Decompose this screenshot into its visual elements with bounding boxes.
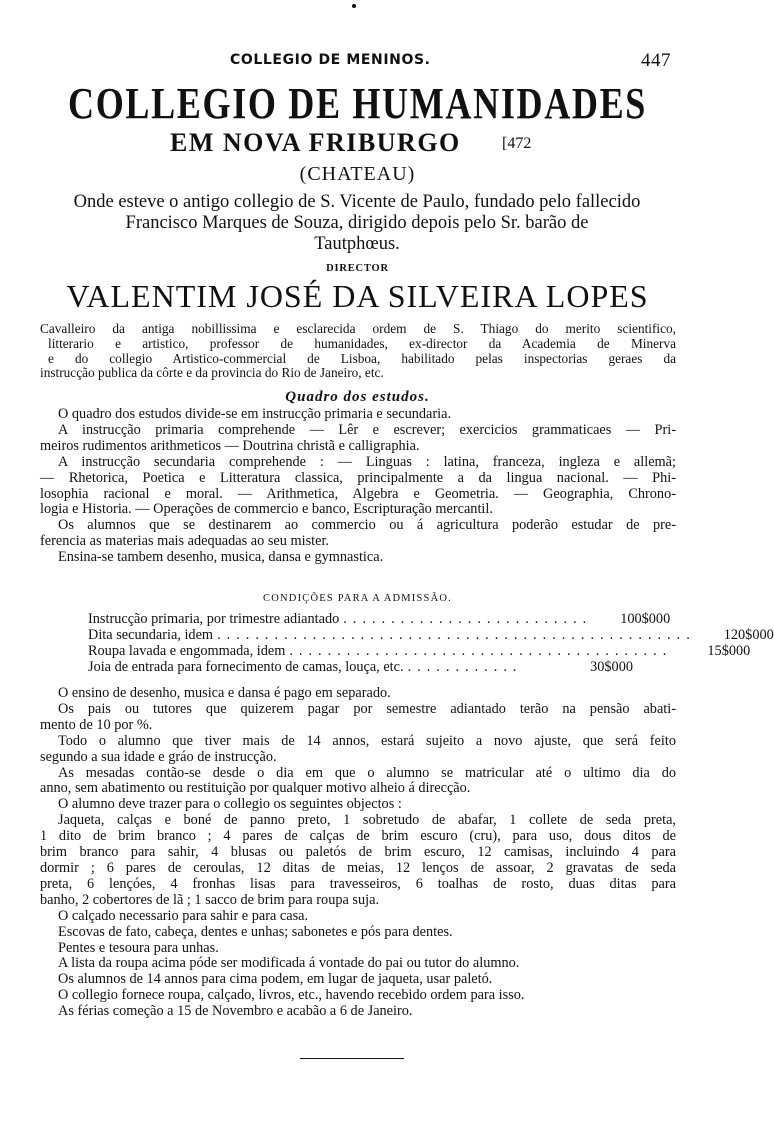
leader-dots: .................................................. (217, 627, 696, 643)
ink-dot (352, 4, 356, 8)
text-line: mento de 10 por %. (40, 716, 153, 733)
subtitle: EM NOVA FRIBURGO (170, 128, 461, 157)
closing-rule (300, 1058, 404, 1059)
running-header (0, 52, 715, 72)
text-line: Ensina-se tambem desenho, musica, dansa e gymnastica. (58, 549, 384, 566)
text-line: Os alumnos que se destinarem ao commercio ou á agricultura poderão estudar de pre- (58, 517, 676, 534)
section-heading: Quadro dos estudos. (285, 389, 430, 405)
fee-row (88, 611, 671, 627)
main-title: COLLEGIO DE HUMANIDADES (68, 79, 647, 128)
fee-label: Roupa lavada e engommada, idem (88, 643, 286, 659)
qualification-line: litterario e artistico, professor de humanidades, ex-director da Academia de Minerva (48, 335, 676, 351)
text-line: banho, 2 cobertores de lã ; 1 sacco de brim para roupa suja. (40, 891, 380, 908)
parenthetical-title: (CHATEAU) (299, 163, 416, 185)
fee-row (88, 627, 774, 643)
intro-paragraph (40, 192, 674, 255)
intro-line: Francisco Marques de Souza, dirigido depois pelo Sr. barão de (125, 213, 589, 233)
text-line: brim branco para sahir, 4 blusas ou paletós de brim escuro, 12 camisas, incluindo 4 para (40, 844, 676, 861)
fee-amount: 15$000 (707, 643, 751, 659)
rules-paragraphs (40, 686, 676, 1020)
text-line: As férias começão a 15 de Novembro e acabão a 6 de Janeiro. (58, 1003, 413, 1020)
fee-amount: 100$000 (620, 611, 671, 627)
text-line: preta, 6 lençóes, 4 fronhas lisas para travesseiros, 6 toalhas de rosto, duas ditas para (40, 875, 676, 892)
text-line: Todo o alumno que tiver mais de 14 annos, estará sujeito a novo ajuste, que será feito (58, 732, 676, 749)
text-line: Os pais ou tutores que quizerem pagar por semestre adiantado terão na pensão abati- (58, 700, 676, 717)
fee-amount: 30$000 (590, 659, 633, 675)
page-number: 447 (641, 50, 671, 71)
text-line: anno, sem abatimento ou restituição por qualquer motivo alheio á direcção. (40, 780, 471, 797)
intro-line: Onde esteve o antigo collegio de S. Vicente de Paulo, fundado pelo fallecido (73, 192, 641, 212)
fee-amount: 120$000 (723, 627, 774, 643)
qualification-line: e do collegio Artistico-commercial de Lisboa, habilitado pelas inspectorias geraes da (48, 350, 676, 366)
text-line: O ensino de desenho, musica e dansa é pago em separado. (58, 685, 391, 701)
text-line: logia e Historia. — Operações de commercio e banco, Escripturação mercantil. (40, 501, 493, 518)
text-line: ferencia as materias mais adequadas ao seu mister. (40, 533, 329, 550)
text-line: A instrucção secundaria comprehende : — Linguas : latina, franceza, ingleza e allemã; (58, 453, 676, 470)
text-line: As mesadas contão-se desde o dia em que o alumno se matricular até o ultimo dia do (58, 764, 676, 781)
text-line: losophia racional e moral. — Arithmetica, Algebra e Geometria. — Geographia, Chrono- (40, 485, 676, 502)
fee-label: Joia de entrada para fornecimento de camas, louça, etc. (88, 659, 404, 675)
text-line: Escovas de fato, cabeça, dentes e unhas; sabonetes e pós para dentes. (58, 923, 453, 940)
text-line: O collegio fornece roupa, calçado, livros, etc., havendo recebido ordem para isso. (58, 987, 525, 1004)
conditions-label: CONDIÇÕES PARA A ADMISSÃO. (263, 593, 452, 604)
text-line: O calçado necessario para sahir e para casa. (58, 907, 309, 924)
text-line: 1 dito de brim branco ; 4 pares de calças de brim escuro (cru), para uso, dous ditos de (40, 828, 676, 845)
reference-number: [472 (502, 135, 532, 152)
text-line: segundo a sua idade e gráo de instrucção. (40, 748, 277, 765)
fee-row (88, 659, 633, 675)
director-name: VALENTIM JOSÉ DA SILVEIRA LOPES (66, 278, 649, 314)
text-line: Pentes e tesoura para unhas. (58, 939, 219, 956)
text-line: A instrucção primaria comprehende — Lêr e escrever; exercicios grammaticaes — Pri- (58, 421, 676, 438)
text-line: O alumno deve trazer para o collegio os seguintes objectos : (58, 796, 402, 813)
intro-line: Tautphœus. (314, 234, 400, 254)
director-qualifications (40, 322, 676, 381)
director-label: DIRECTOR (326, 263, 389, 274)
text-line: Jaqueta, calças e boné de panno preto, 1 sobretudo de abafar, 1 collete de seda preta, (58, 812, 676, 829)
text-line: Os alumnos de 14 annos para cima podem, em lugar de jaqueta, usar paletó. (58, 971, 493, 988)
text-line: — Rhetorica, Poetica e Litteratura classica, principalmente a da lingua nacional. — Phi- (40, 469, 676, 486)
leader-dots: ............ (407, 659, 523, 675)
text-line: O quadro dos estudos divide-se em instrucção primaria e secundaria. (58, 406, 452, 422)
leader-dots: .......................... (343, 611, 593, 627)
text-line: dormir ; 6 pares de ceroulas, 12 ditas de meias, 12 lenços de assoar, 2 gravatas de seda (40, 859, 676, 876)
running-title: COLLEGIO DE MENINOS. (230, 52, 431, 68)
qualification-line: Cavalleiro da antiga nobillissima e esclarecida ordem de S. Thiago do merito scientifico, (40, 321, 676, 336)
text-line: A lista da roupa acima póde ser modificada á vontade do pai ou tutor do alumno. (58, 955, 520, 972)
qualification-line: instrucção publica da côrte e da provincia do Rio de Janeiro, etc. (40, 365, 384, 381)
fee-label: Dita secundaria, idem (88, 627, 214, 643)
fee-row (88, 643, 751, 659)
text-line: meiros rudimentos arithmeticos — Doutrina christã e calligraphia. (40, 437, 420, 454)
leader-dots: ........................................ (289, 643, 673, 659)
fees-table (88, 611, 774, 675)
studies-paragraphs (40, 407, 676, 566)
fee-label: Instrucção primaria, por trimestre adiantado (88, 611, 340, 627)
